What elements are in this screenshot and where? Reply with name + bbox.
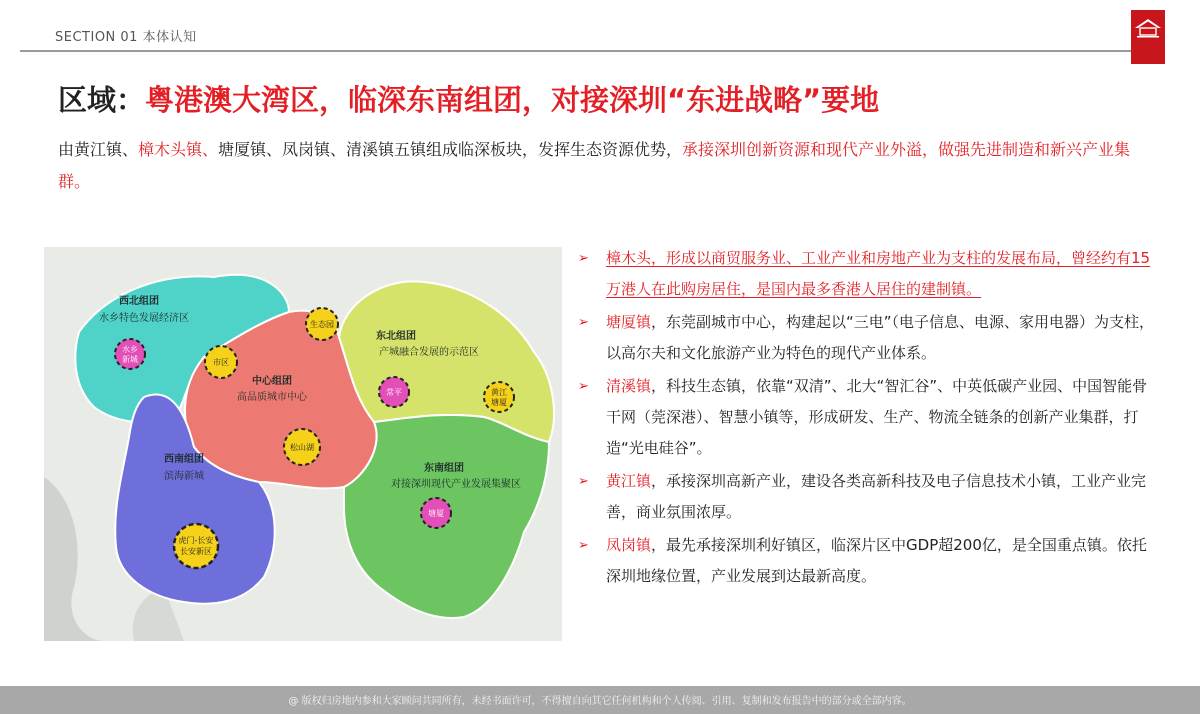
bullet-huangjiang bbox=[578, 466, 1158, 528]
label-southwest-desc: 滨海新城 bbox=[164, 471, 204, 482]
node-tangxia-label: 塘厦 bbox=[428, 509, 444, 518]
node-songshanhu-label: 松山湖 bbox=[290, 443, 314, 452]
title-prefix: 区域： bbox=[58, 83, 146, 117]
bullet-qingxi bbox=[578, 371, 1158, 464]
bullet-zhangmutou bbox=[578, 243, 1158, 305]
intro-part3: 塘厦镇、凤岗镇、清溪镇五镇组成临深板块，发挥生态资源优势， bbox=[218, 140, 683, 159]
intro-part1: 由黄江镇、 bbox=[58, 140, 139, 159]
copyright-notice: @ 版权归房地内参和大家顾问共同所有，未经书面许可，不得擅自向其它任何机构和个人传阅、引用、复制和发布报告中的部分或全部内容。 bbox=[288, 696, 912, 707]
label-center-name: 中心组团 bbox=[252, 376, 292, 387]
arrow-icon: ➢ bbox=[578, 315, 589, 330]
page-title bbox=[58, 78, 879, 119]
node-humen-label-2: 长安新区 bbox=[180, 547, 212, 556]
node-huangjiang-label-1: 黄江 bbox=[491, 388, 507, 397]
bullet-tangxia bbox=[578, 307, 1158, 369]
title-highlight: 粤港澳大湾区，临深东南组团，对接深圳“东进战略”要地 bbox=[145, 83, 880, 117]
arrow-icon: ➢ bbox=[578, 379, 589, 394]
node-changping-label: 常平 bbox=[386, 388, 402, 397]
arrow-icon: ➢ bbox=[578, 538, 589, 553]
regional-map bbox=[44, 247, 562, 641]
section-label: SECTION 01 本体认知 bbox=[55, 30, 197, 45]
label-northeast-name: 东北组团 bbox=[376, 331, 416, 342]
node-humen-label-1: 虎门-长安 bbox=[178, 536, 214, 545]
label-southwest-name: 西南组团 bbox=[164, 454, 204, 465]
bullet-fenggang-town: 凤岗镇 bbox=[606, 536, 652, 554]
intro-paragraph bbox=[58, 134, 1158, 198]
bullet-zhangmutou-text: 樟木头，形成以商贸服务业、工业产业和房地产业为支柱的发展布局，曾经约有15万港人在此购房居住，是国内最多香港人居住的建制镇。 bbox=[606, 249, 1151, 298]
node-shuixiang-label-1: 水乡 bbox=[122, 345, 138, 354]
intro-part2: 樟木头镇、 bbox=[138, 140, 219, 159]
bullet-tangxia-text: ，东莞副城市中心，构建起以“三电”（电子信息、电源、家用电器）为支柱，以高尔夫和文化旅游产业为特色的现代产业体系。 bbox=[606, 313, 1155, 362]
bullet-qingxi-town: 清溪镇 bbox=[606, 377, 652, 395]
brand-logo bbox=[1131, 10, 1165, 64]
intro-part4: 承接深圳创新资源和现代产业外溢，做强先进制造和新兴产业集群。 bbox=[58, 140, 1131, 191]
label-southeast-name: 东南组团 bbox=[424, 463, 464, 474]
map-svg bbox=[44, 247, 562, 641]
label-northeast-desc: 产城融合发展的示范区 bbox=[379, 347, 479, 358]
label-center-desc: 高品质城市中心 bbox=[237, 392, 307, 403]
header-divider bbox=[20, 50, 1155, 52]
node-shiqu-label: 市区 bbox=[213, 358, 229, 367]
label-northwest-name: 西北组团 bbox=[119, 296, 159, 307]
label-southeast-desc: 对接深圳现代产业发展集聚区 bbox=[391, 479, 521, 490]
bullet-tangxia-town: 塘厦镇 bbox=[606, 313, 652, 331]
bullet-qingxi-text: ，科技生态镇，依靠“双清”、北大“智汇谷”、中英低碳产业园、中国智能骨干网（莞深港）、智慧小镇等，形成研发、生产、物流全链条的创新产业集群，打造“光电硅谷”。 bbox=[606, 377, 1148, 457]
node-shuixiang-label-2: 新城 bbox=[122, 355, 138, 364]
house-logo-icon bbox=[1134, 18, 1162, 40]
bullet-fenggang bbox=[578, 530, 1158, 592]
footer-bar bbox=[0, 686, 1200, 714]
town-bullet-list bbox=[578, 243, 1158, 594]
node-huangjiang bbox=[484, 382, 514, 412]
node-huangjiang-label-2: 塘厦 bbox=[491, 398, 507, 407]
bullet-huangjiang-town: 黄江镇 bbox=[606, 472, 652, 490]
node-shuixiang bbox=[115, 339, 145, 369]
node-humen bbox=[174, 524, 218, 568]
arrow-icon: ➢ bbox=[578, 474, 589, 489]
node-shengtaiyuan-label: 生态园 bbox=[310, 320, 334, 329]
bullet-huangjiang-text: ，承接深圳高新产业，建设各类高新科技及电子信息技术小镇，工业产业完善，商业氛围浓厚。 bbox=[606, 472, 1147, 521]
arrow-icon: ➢ bbox=[578, 251, 589, 266]
bullet-fenggang-text: ，最先承接深圳利好镇区，临深片区中GDP超200亿，是全国重点镇。依托深圳地缘位置，产业发展到达最新高度。 bbox=[606, 536, 1147, 585]
label-northwest-desc: 水乡特色发展经济区 bbox=[99, 313, 189, 324]
